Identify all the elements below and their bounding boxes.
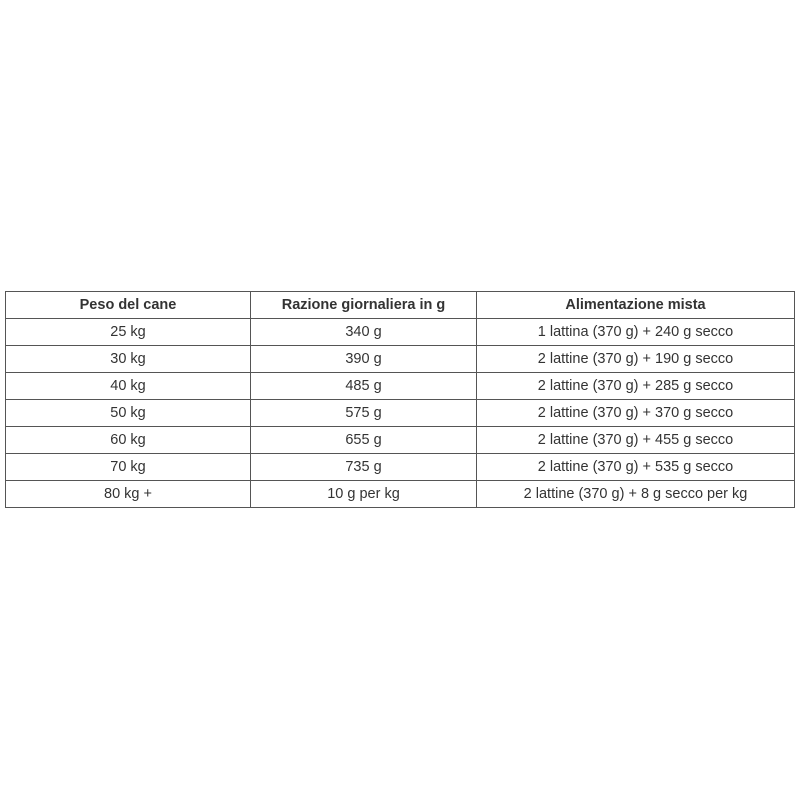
table-row [6, 427, 795, 454]
cell-daily-ration: 735 g [251, 454, 477, 481]
cell-dog-weight: 80 kg + [6, 481, 251, 508]
cell-dog-weight: 30 kg [6, 346, 251, 373]
cell-dog-weight: 60 kg [6, 427, 251, 454]
cell-dog-weight: 50 kg [6, 400, 251, 427]
cell-dog-weight: 25 kg [6, 319, 251, 346]
cell-dog-weight: 70 kg [6, 454, 251, 481]
table-row [6, 373, 795, 400]
cell-daily-ration: 575 g [251, 400, 477, 427]
feeding-table [5, 291, 795, 508]
table-row [6, 400, 795, 427]
cell-daily-ration: 340 g [251, 319, 477, 346]
cell-mixed-feeding: 2 lattine (370 g) + 8 g secco per kg [477, 481, 795, 508]
cell-mixed-feeding: 2 lattine (370 g) + 285 g secco [477, 373, 795, 400]
cell-mixed-feeding: 2 lattine (370 g) + 190 g secco [477, 346, 795, 373]
table-row [6, 481, 795, 508]
cell-mixed-feeding: 2 lattine (370 g) + 370 g secco [477, 400, 795, 427]
header-daily-ration: Razione giornaliera in g [251, 292, 477, 319]
cell-daily-ration: 655 g [251, 427, 477, 454]
table-header-row [6, 292, 795, 319]
header-dog-weight: Peso del cane [6, 292, 251, 319]
cell-mixed-feeding: 1 lattina (370 g) + 240 g secco [477, 319, 795, 346]
table-row [6, 319, 795, 346]
cell-daily-ration: 390 g [251, 346, 477, 373]
table-row [6, 346, 795, 373]
cell-dog-weight: 40 kg [6, 373, 251, 400]
cell-mixed-feeding: 2 lattine (370 g) + 535 g secco [477, 454, 795, 481]
cell-daily-ration: 485 g [251, 373, 477, 400]
cell-daily-ration: 10 g per kg [251, 481, 477, 508]
cell-mixed-feeding: 2 lattine (370 g) + 455 g secco [477, 427, 795, 454]
table-row [6, 454, 795, 481]
header-mixed-feeding: Alimentazione mista [477, 292, 795, 319]
